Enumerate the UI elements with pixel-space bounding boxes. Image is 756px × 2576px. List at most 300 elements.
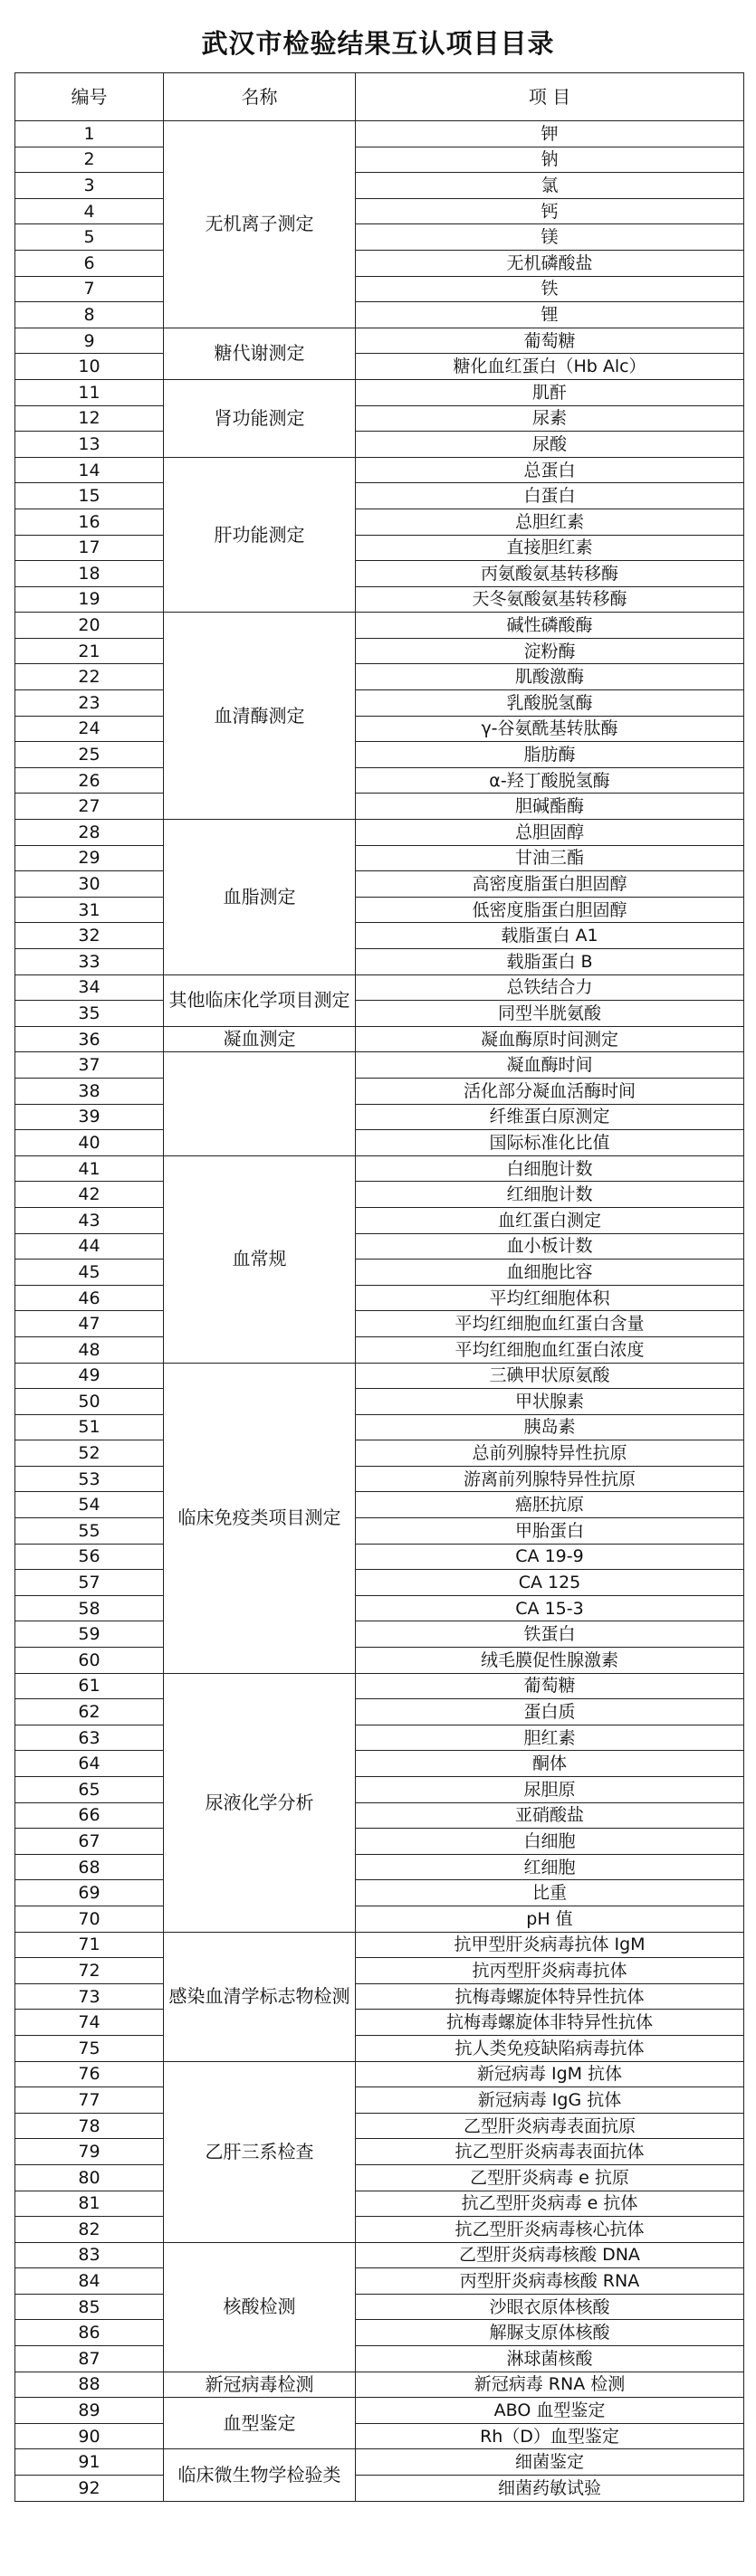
table-row: [15, 1207, 744, 1233]
row-number: 52: [15, 1440, 164, 1467]
table-row: [15, 1259, 744, 1286]
row-number: 74: [15, 2010, 164, 2036]
test-item: 抗乙型肝炎病毒核心抗体: [356, 2217, 744, 2243]
test-item: 乙型肝炎病毒 e 抗原: [356, 2164, 744, 2191]
test-item: 胆红素: [356, 1725, 744, 1751]
test-item: 低密度脂蛋白胆固醇: [356, 897, 744, 923]
table-row: [15, 198, 744, 224]
table-row: [15, 1699, 744, 1725]
test-item: 癌胚抗原: [356, 1492, 744, 1518]
test-item: 白细胞: [356, 1829, 744, 1855]
test-item: 绒毛膜促性腺激素: [356, 1648, 744, 1674]
page-title: 武汉市检验结果互认项目目录: [201, 28, 555, 59]
table-row: [15, 1182, 744, 1208]
row-number: 85: [15, 2294, 164, 2320]
row-number: 92: [15, 2476, 164, 2502]
table-row: [15, 2398, 744, 2424]
table-row: [15, 949, 744, 975]
row-number: 18: [15, 561, 164, 587]
test-item: 乙型肝炎病毒表面抗原: [356, 2113, 744, 2139]
test-item: 乙型肝炎病毒核酸 DNA: [356, 2242, 744, 2268]
test-item: 红细胞计数: [356, 1182, 744, 1208]
row-number: 13: [15, 432, 164, 458]
row-number: 90: [15, 2423, 164, 2449]
row-number: 4: [15, 198, 164, 224]
test-item: 尿胆原: [356, 1777, 744, 1803]
category-name: 凝血测定: [164, 1026, 356, 1052]
test-item: 总蛋白: [356, 457, 744, 483]
table-row: [15, 1492, 744, 1518]
test-item: 抗乙型肝炎病毒 e 抗体: [356, 2191, 744, 2217]
table-row: [15, 483, 744, 509]
test-item: 平均红细胞血红蛋白浓度: [356, 1336, 744, 1363]
test-item: 糖化血红蛋白（Hb Alc）: [356, 354, 744, 380]
test-item: 锂: [356, 302, 744, 328]
row-number: 81: [15, 2191, 164, 2217]
table-row: [15, 974, 744, 1001]
test-item: 钠: [356, 147, 744, 173]
row-number: 80: [15, 2164, 164, 2191]
test-item: 解脲支原体核酸: [356, 2320, 744, 2346]
table-row: [15, 1983, 744, 2010]
test-item: 高密度脂蛋白胆固醇: [356, 871, 744, 898]
row-number: 33: [15, 949, 164, 975]
row-number: 15: [15, 483, 164, 509]
test-item: 钾: [356, 121, 744, 147]
table-row: [15, 716, 744, 742]
row-number: 65: [15, 1777, 164, 1803]
table-row: [15, 1829, 744, 1855]
test-item: 甲状腺素: [356, 1389, 744, 1415]
test-item: 血红蛋白测定: [356, 1207, 744, 1233]
table-row: [15, 121, 744, 147]
table-row: [15, 742, 744, 768]
column-header-item: 项 目: [356, 73, 744, 121]
row-number: 39: [15, 1104, 164, 1130]
row-number: 22: [15, 664, 164, 690]
test-item: 载脂蛋白 B: [356, 949, 744, 975]
row-number: 82: [15, 2217, 164, 2243]
table-row: [15, 1285, 744, 1311]
row-number: 12: [15, 405, 164, 432]
test-item: CA 15-3: [356, 1595, 744, 1621]
row-number: 50: [15, 1389, 164, 1415]
row-number: 75: [15, 2035, 164, 2061]
row-number: 61: [15, 1673, 164, 1699]
table-row: [15, 328, 744, 354]
test-item: 直接胆红素: [356, 535, 744, 561]
row-number: 41: [15, 1155, 164, 1182]
row-number: 56: [15, 1544, 164, 1570]
row-number: 48: [15, 1336, 164, 1363]
test-item: 白细胞计数: [356, 1155, 744, 1182]
test-item: 总铁结合力: [356, 974, 744, 1001]
test-item: 游离前列腺特异性抗原: [356, 1466, 744, 1492]
row-number: 7: [15, 276, 164, 302]
table-row: [15, 147, 744, 173]
table-row: [15, 379, 744, 405]
row-number: 23: [15, 690, 164, 717]
table-row: [15, 1621, 744, 1648]
table-row: [15, 1389, 744, 1415]
table-row: [15, 613, 744, 639]
table-row: [15, 1932, 744, 1958]
row-number: 66: [15, 1802, 164, 1829]
category-name: 临床免疫类项目测定: [164, 1363, 356, 1673]
table-row: [15, 1777, 744, 1803]
test-item: 三碘甲状原氨酸: [356, 1363, 744, 1389]
test-item: 丙氨酸氨基转移酶: [356, 561, 744, 587]
row-number: 54: [15, 1492, 164, 1518]
table-row: [15, 1673, 744, 1699]
test-item: 酮体: [356, 1751, 744, 1777]
table-row: [15, 1648, 744, 1674]
table-row: [15, 1466, 744, 1492]
category-name: 糖代谢测定: [164, 328, 356, 379]
test-item: 国际标准化比值: [356, 1130, 744, 1156]
test-item: 肌酐: [356, 379, 744, 405]
row-number: 79: [15, 2139, 164, 2165]
test-item: 血细胞比容: [356, 1259, 744, 1286]
row-number: 30: [15, 871, 164, 898]
test-item: 胆碱酯酶: [356, 794, 744, 820]
table-row: [15, 638, 744, 664]
table-row: [15, 250, 744, 276]
category-name: 感染血清学标志物检测: [164, 1932, 356, 2061]
table-row: [15, 2087, 744, 2114]
table-row: [15, 1155, 744, 1182]
table-row: [15, 1052, 744, 1079]
category-name: 血常规: [164, 1155, 356, 1363]
row-number: 21: [15, 638, 164, 664]
table-row: [15, 1544, 744, 1570]
test-item: 总胆红素: [356, 509, 744, 535]
row-number: 36: [15, 1026, 164, 1052]
row-number: 84: [15, 2268, 164, 2295]
table-row: [15, 1130, 744, 1156]
row-number: 89: [15, 2398, 164, 2424]
test-items-table: [14, 72, 744, 2502]
table-header-row: [15, 73, 744, 121]
table-row: [15, 2164, 744, 2191]
table-row: [15, 2035, 744, 2061]
table-row: [15, 871, 744, 898]
test-item: 活化部分凝血活酶时间: [356, 1078, 744, 1104]
row-number: 10: [15, 354, 164, 380]
table-row: [15, 1802, 744, 1829]
test-item: 总前列腺特异性抗原: [356, 1440, 744, 1467]
table-row: [15, 302, 744, 328]
test-item: 葡萄糖: [356, 1673, 744, 1699]
row-number: 44: [15, 1233, 164, 1259]
table-row: [15, 2294, 744, 2320]
test-item: 红细胞: [356, 1854, 744, 1880]
test-item: 凝血酶时间: [356, 1052, 744, 1079]
row-number: 59: [15, 1621, 164, 1648]
row-number: 83: [15, 2242, 164, 2268]
test-item: 新冠病毒 IgG 抗体: [356, 2087, 744, 2114]
test-item: 新冠病毒 RNA 检测: [356, 2372, 744, 2398]
row-number: 68: [15, 1854, 164, 1880]
category-name: 其他临床化学项目测定: [164, 974, 356, 1026]
table-row: [15, 586, 744, 613]
row-number: 42: [15, 1182, 164, 1208]
test-item: 抗人类免疫缺陷病毒抗体: [356, 2035, 744, 2061]
row-number: 5: [15, 224, 164, 251]
table-row: [15, 897, 744, 923]
row-number: 29: [15, 845, 164, 871]
row-number: 73: [15, 1983, 164, 2010]
category-name: 肾功能测定: [164, 379, 356, 457]
test-item: 淀粉酶: [356, 638, 744, 664]
category-name: 血型鉴定: [164, 2398, 356, 2449]
row-number: 38: [15, 1078, 164, 1104]
test-item: 天冬氨酸氨基转移酶: [356, 586, 744, 613]
test-item: 总胆固醇: [356, 820, 744, 846]
table-row: [15, 2476, 744, 2502]
row-number: 46: [15, 1285, 164, 1311]
test-item: 细菌药敏试验: [356, 2476, 744, 2502]
table-row: [15, 2372, 744, 2398]
category-name: 核酸检测: [164, 2242, 356, 2372]
test-item: 胰岛素: [356, 1414, 744, 1440]
row-number: 25: [15, 742, 164, 768]
table-row: [15, 2139, 744, 2165]
row-number: 72: [15, 1958, 164, 1984]
row-number: 45: [15, 1259, 164, 1286]
row-number: 49: [15, 1363, 164, 1389]
test-item: 纤维蛋白原测定: [356, 1104, 744, 1130]
row-number: 20: [15, 613, 164, 639]
test-item: 甲胎蛋白: [356, 1518, 744, 1545]
row-number: 37: [15, 1052, 164, 1079]
test-item: 尿酸: [356, 432, 744, 458]
row-number: 69: [15, 1880, 164, 1906]
table-row: [15, 1001, 744, 1027]
table-row: [15, 1026, 744, 1052]
test-item: 血小板计数: [356, 1233, 744, 1259]
row-number: 28: [15, 820, 164, 846]
table-row: [15, 457, 744, 483]
table-row: [15, 664, 744, 690]
test-item: 丙型肝炎病毒核酸 RNA: [356, 2268, 744, 2295]
row-number: 64: [15, 1751, 164, 1777]
test-item: 钙: [356, 198, 744, 224]
table-row: [15, 1336, 744, 1363]
category-name: 尿液化学分析: [164, 1673, 356, 1932]
row-number: 78: [15, 2113, 164, 2139]
test-item: 肌酸激酶: [356, 664, 744, 690]
row-number: 62: [15, 1699, 164, 1725]
table-row: [15, 690, 744, 717]
row-number: 35: [15, 1001, 164, 1027]
test-item: 同型半胱氨酸: [356, 1001, 744, 1027]
row-number: 55: [15, 1518, 164, 1545]
table-row: [15, 1570, 744, 1596]
row-number: 88: [15, 2372, 164, 2398]
row-number: 16: [15, 509, 164, 535]
category-name: 血脂测定: [164, 820, 356, 975]
row-number: 32: [15, 923, 164, 949]
row-number: 53: [15, 1466, 164, 1492]
table-row: [15, 1078, 744, 1104]
test-item: 镁: [356, 224, 744, 251]
row-number: 31: [15, 897, 164, 923]
test-item: 亚硝酸盐: [356, 1802, 744, 1829]
table-row: [15, 2346, 744, 2372]
row-number: 24: [15, 716, 164, 742]
test-item: ABO 血型鉴定: [356, 2398, 744, 2424]
test-item: Rh（D）血型鉴定: [356, 2423, 744, 2449]
test-item: 凝血酶原时间测定: [356, 1026, 744, 1052]
column-header-name: 名称: [164, 73, 356, 121]
test-item: 细菌鉴定: [356, 2449, 744, 2476]
category-name: 血清酶测定: [164, 613, 356, 820]
table-row: [15, 2242, 744, 2268]
table-row: [15, 1958, 744, 1984]
table-row: [15, 432, 744, 458]
row-number: 1: [15, 121, 164, 147]
category-name: [164, 1052, 356, 1155]
test-item: 新冠病毒 IgM 抗体: [356, 2061, 744, 2087]
table-row: [15, 2191, 744, 2217]
table-row: [15, 1414, 744, 1440]
table-row: [15, 2061, 744, 2087]
table-row: [15, 224, 744, 251]
test-item: 葡萄糖: [356, 328, 744, 354]
row-number: 63: [15, 1725, 164, 1751]
test-item: pH 值: [356, 1906, 744, 1932]
table-row: [15, 1363, 744, 1389]
table-row: [15, 2320, 744, 2346]
test-item: CA 125: [356, 1570, 744, 1596]
row-number: 67: [15, 1829, 164, 1855]
test-item: γ-谷氨酰基转肽酶: [356, 716, 744, 742]
table-row: [15, 2423, 744, 2449]
row-number: 6: [15, 250, 164, 276]
row-number: 19: [15, 586, 164, 613]
row-number: 14: [15, 457, 164, 483]
table-row: [15, 1233, 744, 1259]
test-item: α-羟丁酸脱氢酶: [356, 767, 744, 794]
table-row: [15, 1440, 744, 1467]
table-row: [15, 2268, 744, 2295]
test-item: CA 19-9: [356, 1544, 744, 1570]
row-number: 43: [15, 1207, 164, 1233]
row-number: 87: [15, 2346, 164, 2372]
test-item: 抗乙型肝炎病毒表面抗体: [356, 2139, 744, 2165]
row-number: 8: [15, 302, 164, 328]
table-row: [15, 1595, 744, 1621]
table-row: [15, 845, 744, 871]
table-row: [15, 1854, 744, 1880]
row-number: 76: [15, 2061, 164, 2087]
test-item: 白蛋白: [356, 483, 744, 509]
table-row: [15, 1725, 744, 1751]
test-item: 抗梅毒螺旋体特异性抗体: [356, 1983, 744, 2010]
table-row: [15, 1311, 744, 1337]
test-item: 平均红细胞血红蛋白含量: [356, 1311, 744, 1337]
table-row: [15, 2217, 744, 2243]
table-row: [15, 820, 744, 846]
row-number: 91: [15, 2449, 164, 2476]
test-item: 尿素: [356, 405, 744, 432]
row-number: 17: [15, 535, 164, 561]
row-number: 77: [15, 2087, 164, 2114]
test-item: 平均红细胞体积: [356, 1285, 744, 1311]
test-item: 比重: [356, 1880, 744, 1906]
category-name: 新冠病毒检测: [164, 2372, 356, 2398]
row-number: 51: [15, 1414, 164, 1440]
table-row: [15, 794, 744, 820]
row-number: 27: [15, 794, 164, 820]
table-row: [15, 561, 744, 587]
row-number: 9: [15, 328, 164, 354]
test-item: 抗梅毒螺旋体非特异性抗体: [356, 2010, 744, 2036]
table-row: [15, 1880, 744, 1906]
table-row: [15, 2010, 744, 2036]
test-item: 载脂蛋白 A1: [356, 923, 744, 949]
test-item: 抗甲型肝炎病毒抗体 IgM: [356, 1932, 744, 1958]
test-item: 沙眼衣原体核酸: [356, 2294, 744, 2320]
row-number: 34: [15, 974, 164, 1001]
row-number: 3: [15, 173, 164, 199]
table-row: [15, 509, 744, 535]
row-number: 70: [15, 1906, 164, 1932]
table-row: [15, 923, 744, 949]
test-item: 铁蛋白: [356, 1621, 744, 1648]
table-row: [15, 1104, 744, 1130]
row-number: 71: [15, 1932, 164, 1958]
table-body: [15, 121, 744, 2502]
table-row: [15, 767, 744, 794]
category-name: 乙肝三系检查: [164, 2061, 356, 2242]
row-number: 60: [15, 1648, 164, 1674]
table-row: [15, 2449, 744, 2476]
test-item: 淋球菌核酸: [356, 2346, 744, 2372]
table-row: [15, 173, 744, 199]
table-row: [15, 1751, 744, 1777]
row-number: 11: [15, 379, 164, 405]
row-number: 58: [15, 1595, 164, 1621]
test-item: 铁: [356, 276, 744, 302]
test-item: 碱性磷酸酶: [356, 613, 744, 639]
row-number: 57: [15, 1570, 164, 1596]
row-number: 86: [15, 2320, 164, 2346]
table-row: [15, 276, 744, 302]
table-row: [15, 354, 744, 380]
table-row: [15, 2113, 744, 2139]
category-name: 无机离子测定: [164, 121, 356, 328]
test-item: 乳酸脱氢酶: [356, 690, 744, 717]
category-name: 临床微生物学检验类: [164, 2449, 356, 2501]
row-number: 47: [15, 1311, 164, 1337]
table-row: [15, 1906, 744, 1932]
row-number: 2: [15, 147, 164, 173]
test-item: 无机磷酸盐: [356, 250, 744, 276]
row-number: 26: [15, 767, 164, 794]
table-row: [15, 405, 744, 432]
table-row: [15, 535, 744, 561]
test-item: 蛋白质: [356, 1699, 744, 1725]
test-item: 脂肪酶: [356, 742, 744, 768]
column-header-number: 编号: [15, 73, 164, 121]
test-item: 抗丙型肝炎病毒抗体: [356, 1958, 744, 1984]
category-name: 肝功能测定: [164, 457, 356, 613]
row-number: 40: [15, 1130, 164, 1156]
table-row: [15, 1518, 744, 1545]
test-item: 甘油三酯: [356, 845, 744, 871]
